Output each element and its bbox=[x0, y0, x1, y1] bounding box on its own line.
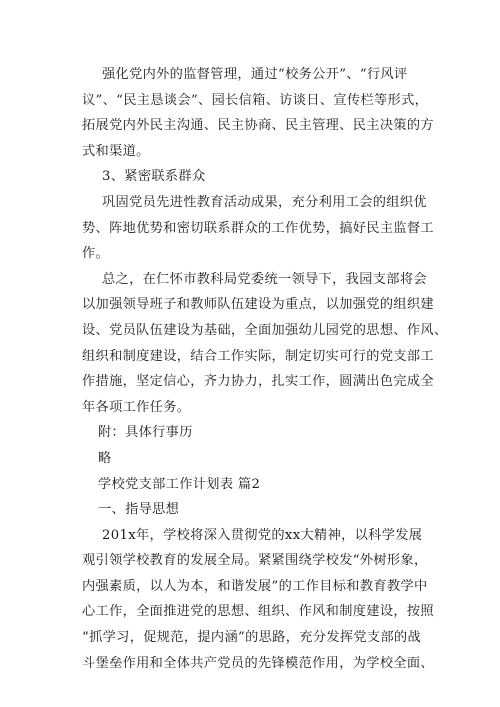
paragraph-line: 总之，在仁怀市教科局党委统一领导下，我园支部将会 bbox=[102, 271, 427, 287]
paragraph-line: 以加强领导班子和教师队伍建设为重点，以加强党的组织建 bbox=[82, 297, 434, 313]
document-body bbox=[82, 62, 448, 676]
paragraph-line: “抓学习，促规范，提内涵”的思路，充分发挥党支部的战 bbox=[82, 630, 422, 646]
paragraph-line: 式和渠道。 bbox=[82, 143, 150, 159]
document-title: 学校党支部工作计划表 篇2 bbox=[98, 476, 261, 492]
paragraph-line: 拓展党内外民主沟通、民主协商、民主管理、民主决策的方 bbox=[82, 118, 434, 134]
paragraph-line: 心工作，全面推进党的思想、组织、作风和制度建设，按照 bbox=[82, 604, 434, 620]
paragraph-line: 组织和制度建设，结合工作实际，制定切实可行的党支部工 bbox=[82, 348, 434, 364]
appendix-note: 附：具体行事历 bbox=[98, 425, 193, 441]
appendix-omitted: 略 bbox=[98, 450, 112, 466]
paragraph-line: 观引领学校教育的发展全局。紧紧围绕学校发“外树形象， bbox=[82, 553, 428, 569]
section-heading: 一、指导思想 bbox=[98, 502, 180, 518]
paragraph-line: 议”、“民主恳谈会”、园长信箱、访谈日、宣传栏等形式， bbox=[82, 92, 429, 108]
section-heading: 3、紧密联系群众 bbox=[102, 169, 206, 185]
paragraph-line: 201x年，学校将深入贯彻党的xx大精神，以科学发展 bbox=[102, 527, 423, 543]
paragraph-line: 设、党员队伍建设为基础，全面加强幼儿园党的思想、作风、 bbox=[82, 322, 448, 338]
paragraph-line: 强化党内外的监督管理，通过“校务公开”、“行风评 bbox=[102, 67, 408, 82]
paragraph-line: 巩固党员先进性教育活动成果，充分利用工会的组织优 bbox=[102, 194, 427, 210]
paragraph-line: 作。 bbox=[82, 246, 110, 262]
paragraph-line: 斗堡垒作用和全体共产党员的先锋模范作用，为学校全面、 bbox=[82, 655, 434, 671]
paragraph-line: 作措施，坚定信心，齐力协力，扎实工作，圆满出色完成全 bbox=[82, 374, 434, 390]
paragraph-line: 年各项工作任务。 bbox=[82, 399, 191, 415]
paragraph-line: 势、阵地优势和密切联系群众的工作优势，搞好民主监督工 bbox=[82, 220, 434, 236]
paragraph-line: 内强素质，以人为本，和谐发展”的工作目标和教育教学中 bbox=[82, 578, 428, 594]
